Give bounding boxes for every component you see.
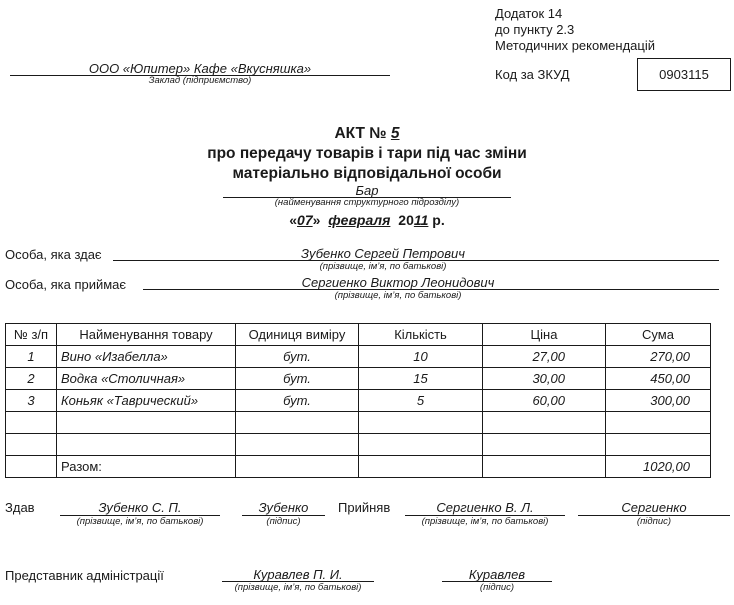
empty-cell <box>236 456 359 478</box>
receiver-name: Сергиенко Виктор Леонидович <box>301 275 495 290</box>
code-box <box>637 58 731 91</box>
row-number: 3 <box>6 390 57 412</box>
empty-cell <box>6 456 57 478</box>
empty-cell <box>359 412 483 434</box>
price: 60,00 <box>483 390 606 412</box>
date-month: февраля <box>328 212 391 228</box>
gave-label: Здав <box>5 500 35 515</box>
product-name: Вино «Изабелла» <box>57 346 236 368</box>
appendix-line-3: Методичних рекомендацій <box>495 38 655 53</box>
department-name: Бар <box>355 183 379 198</box>
unit: бут. <box>236 346 359 368</box>
date-close-quote: » <box>312 212 321 228</box>
act-title <box>150 125 584 143</box>
table-row <box>6 346 711 368</box>
empty-cell <box>57 412 236 434</box>
code-label: Код за ЗКУД <box>495 67 570 82</box>
admin-signature: Куравлев <box>468 567 526 582</box>
total-row <box>6 456 711 478</box>
column-header: Ціна <box>483 324 606 346</box>
accepted-label: Прийняв <box>338 500 391 515</box>
amount: 300,00 <box>606 390 711 412</box>
empty-cell <box>359 434 483 456</box>
date-year-prefix: 20 <box>398 212 414 228</box>
total-value: 1020,00 <box>606 456 711 478</box>
code-value: 0903115 <box>659 67 709 82</box>
quantity: 10 <box>359 346 483 368</box>
column-header: Сума <box>606 324 711 346</box>
date-day: 07 <box>297 212 313 228</box>
table-row <box>6 390 711 412</box>
appendix-line-1: Додаток 14 <box>495 6 563 21</box>
empty-cell <box>236 412 359 434</box>
receiver-label: Особа, яка приймає <box>5 277 127 292</box>
table-row <box>6 412 711 434</box>
act-date <box>250 212 484 228</box>
total-label: Разом: <box>57 456 236 478</box>
product-name: Коньяк «Таврический» <box>57 390 236 412</box>
row-number: 1 <box>6 346 57 368</box>
empty-cell <box>236 434 359 456</box>
empty-cell <box>6 412 57 434</box>
amount: 270,00 <box>606 346 711 368</box>
gave-signature: Зубенко <box>258 500 309 515</box>
admin-name: Куравлев П. И. <box>253 567 343 582</box>
accepted-name: Сергиенко В. Л. <box>436 500 534 515</box>
giver-caption: (прізвище, ім’я, по батькові) <box>319 261 447 272</box>
giver-label: Особа, яка здає <box>5 247 102 262</box>
accepted-name-caption: (прізвище, ім’я, по батькові) <box>421 516 549 527</box>
empty-cell <box>359 456 483 478</box>
gave-name-caption: (прізвище, ім’я, по батькові) <box>76 516 204 527</box>
price: 27,00 <box>483 346 606 368</box>
admin-name-caption: (прізвище, ім’я, по батькові) <box>234 582 362 593</box>
empty-cell <box>483 434 606 456</box>
empty-cell <box>606 434 711 456</box>
act-prefix: АКТ № <box>334 125 391 142</box>
empty-cell <box>606 412 711 434</box>
giver-name: Зубенко Сергей Петрович <box>300 246 466 261</box>
table-row <box>6 368 711 390</box>
department-caption: (найменування структурного підрозділу) <box>274 197 460 208</box>
org-name: ООО «Юпитер» Кафе «Вкусняшка» <box>88 61 312 76</box>
act-number: 5 <box>390 125 400 142</box>
unit: бут. <box>236 368 359 390</box>
act-title-line-3: матеріально відповідальної особи <box>232 165 502 182</box>
table-row <box>6 434 711 456</box>
column-header: Найменування товару <box>57 324 236 346</box>
date-year-suffix: 11 <box>413 212 429 228</box>
gave-signature-caption: (підпис) <box>266 516 301 527</box>
unit: бут. <box>236 390 359 412</box>
price: 30,00 <box>483 368 606 390</box>
date-open-quote: « <box>289 212 298 228</box>
column-header: Одиниця виміру <box>236 324 359 346</box>
row-number: 2 <box>6 368 57 390</box>
quantity: 5 <box>359 390 483 412</box>
accepted-signature: Сергиенко <box>621 500 687 515</box>
table-header-row <box>6 324 711 346</box>
empty-cell <box>6 434 57 456</box>
product-name: Водка «Столичная» <box>57 368 236 390</box>
gave-name: Зубенко С. П. <box>98 500 182 515</box>
empty-cell <box>483 456 606 478</box>
column-header: № з/п <box>6 324 57 346</box>
admin-label: Представник адміністрації <box>5 568 164 583</box>
date-year-end: р. <box>428 212 445 228</box>
amount: 450,00 <box>606 368 711 390</box>
empty-cell <box>57 434 236 456</box>
appendix-line-2: до пункту 2.3 <box>495 22 575 37</box>
admin-signature-caption: (підпис) <box>479 582 515 593</box>
org-caption: Заклад (підприємство) <box>148 75 252 86</box>
empty-cell <box>483 412 606 434</box>
column-header: Кількість <box>359 324 483 346</box>
accepted-signature-caption: (підпис) <box>636 516 672 527</box>
quantity: 15 <box>359 368 483 390</box>
goods-table <box>5 323 711 478</box>
act-title-line-2: про передачу товарів і тари під час зміни <box>207 145 527 162</box>
receiver-caption: (прізвище, ім’я, по батькові) <box>334 290 462 301</box>
